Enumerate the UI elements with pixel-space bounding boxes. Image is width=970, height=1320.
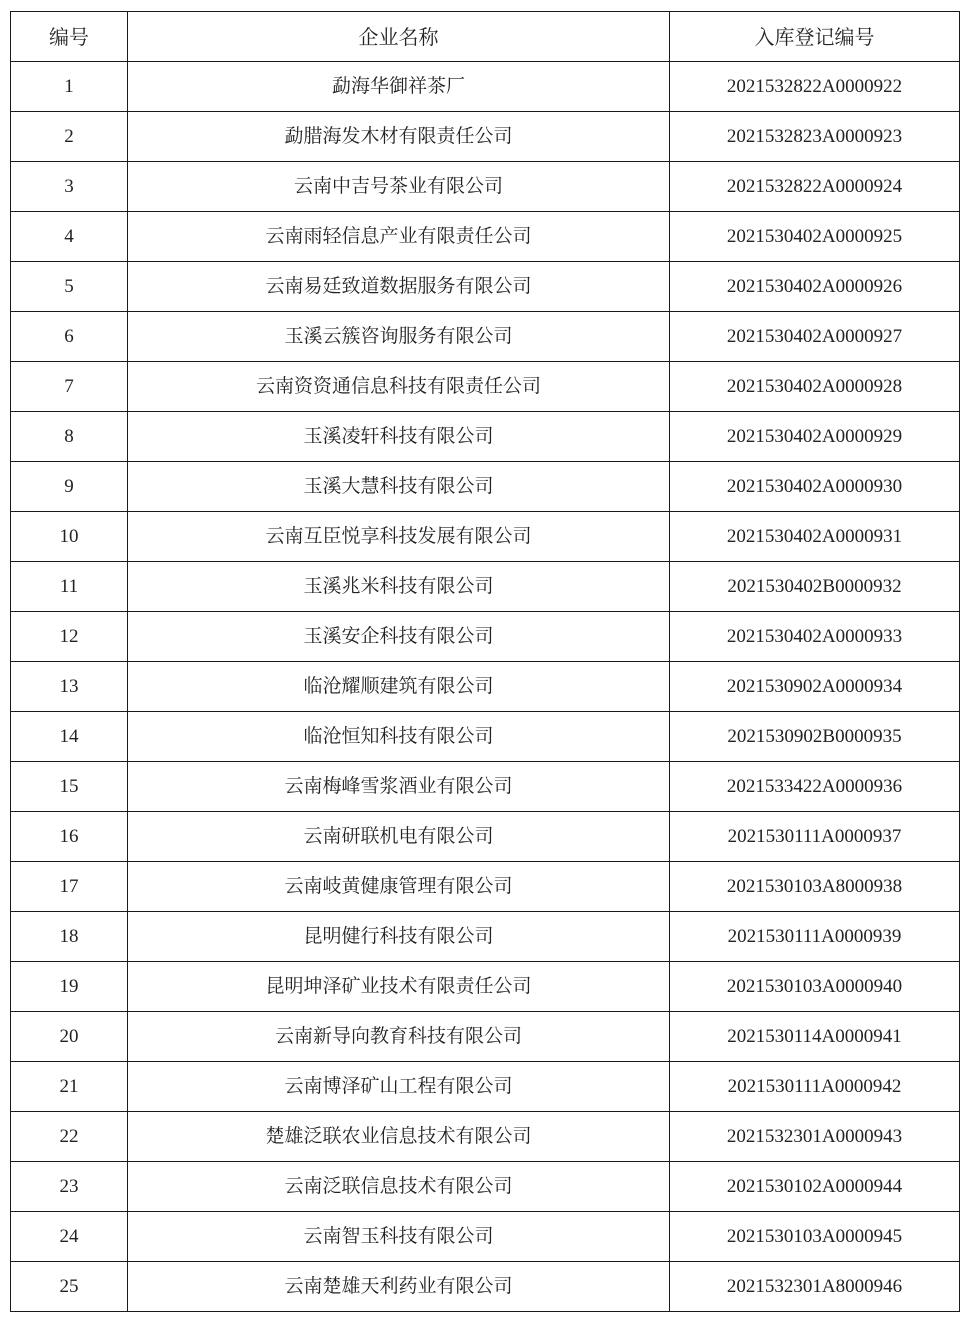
enterprise-name-cell: 楚雄泛联农业信息技术有限公司 (128, 1112, 670, 1162)
table-row (11, 712, 960, 762)
enterprise-name-cell: 云南资资通信息科技有限责任公司 (128, 362, 670, 412)
registration-number-cell: 2021530103A8000938 (670, 862, 960, 912)
table-row (11, 512, 960, 562)
row-number-cell: 24 (11, 1212, 128, 1262)
row-number-cell: 14 (11, 712, 128, 762)
row-number-cell: 8 (11, 412, 128, 462)
row-number-cell: 16 (11, 812, 128, 862)
enterprise-name-cell: 云南中吉号茶业有限公司 (128, 162, 670, 212)
row-number-cell: 15 (11, 762, 128, 812)
registration-number-cell: 2021530402A0000926 (670, 262, 960, 312)
registration-number-cell: 2021533422A0000936 (670, 762, 960, 812)
table-row (11, 162, 960, 212)
table-row (11, 462, 960, 512)
registration-number-cell: 2021530402A0000931 (670, 512, 960, 562)
table-row (11, 1212, 960, 1262)
row-number-cell: 25 (11, 1262, 128, 1312)
header-registration-number: 入库登记编号 (670, 12, 960, 62)
enterprise-name-cell: 云南博泽矿山工程有限公司 (128, 1062, 670, 1112)
table-row (11, 1012, 960, 1062)
registration-number-cell: 2021532301A8000946 (670, 1262, 960, 1312)
table-body (11, 62, 960, 1312)
table-row (11, 1112, 960, 1162)
table-row (11, 1262, 960, 1312)
registration-number-cell: 2021530114A0000941 (670, 1012, 960, 1062)
row-number-cell: 9 (11, 462, 128, 512)
registration-number-cell: 2021530111A0000937 (670, 812, 960, 862)
enterprise-name-cell: 昆明健行科技有限公司 (128, 912, 670, 962)
row-number-cell: 21 (11, 1062, 128, 1112)
enterprise-name-cell: 玉溪云簇咨询服务有限公司 (128, 312, 670, 362)
table-row (11, 362, 960, 412)
table-row (11, 262, 960, 312)
enterprise-name-cell: 勐腊海发木材有限责任公司 (128, 112, 670, 162)
registration-number-cell: 2021530102A0000944 (670, 1162, 960, 1212)
row-number-cell: 4 (11, 212, 128, 262)
enterprise-name-cell: 云南新导向教育科技有限公司 (128, 1012, 670, 1062)
enterprise-name-cell: 云南岐黄健康管理有限公司 (128, 862, 670, 912)
enterprise-name-cell: 昆明坤泽矿业技术有限责任公司 (128, 962, 670, 1012)
table-row (11, 962, 960, 1012)
table-row (11, 1062, 960, 1112)
registration-number-cell: 2021532822A0000924 (670, 162, 960, 212)
enterprise-name-cell: 玉溪大慧科技有限公司 (128, 462, 670, 512)
registration-number-cell: 2021530402A0000929 (670, 412, 960, 462)
registration-number-cell: 2021530111A0000942 (670, 1062, 960, 1112)
header-enterprise-name: 企业名称 (128, 12, 670, 62)
table-row (11, 112, 960, 162)
row-number-cell: 19 (11, 962, 128, 1012)
registration-number-cell: 2021532301A0000943 (670, 1112, 960, 1162)
header-number: 编号 (11, 12, 128, 62)
enterprise-name-cell: 临沧恒知科技有限公司 (128, 712, 670, 762)
enterprise-name-cell: 云南雨轻信息产业有限责任公司 (128, 212, 670, 262)
enterprise-name-cell: 玉溪凌轩科技有限公司 (128, 412, 670, 462)
table-row (11, 612, 960, 662)
row-number-cell: 18 (11, 912, 128, 962)
row-number-cell: 11 (11, 562, 128, 612)
row-number-cell: 5 (11, 262, 128, 312)
table-row (11, 912, 960, 962)
enterprise-name-cell: 云南楚雄天利药业有限公司 (128, 1262, 670, 1312)
registration-number-cell: 2021530402B0000932 (670, 562, 960, 612)
enterprise-name-cell: 云南互臣悦享科技发展有限公司 (128, 512, 670, 562)
row-number-cell: 2 (11, 112, 128, 162)
table-row (11, 762, 960, 812)
registration-number-cell: 2021530103A0000945 (670, 1212, 960, 1262)
table-row (11, 62, 960, 112)
enterprise-name-cell: 云南研联机电有限公司 (128, 812, 670, 862)
registration-number-cell: 2021530402A0000928 (670, 362, 960, 412)
table-row (11, 212, 960, 262)
registration-number-cell: 2021530902B0000935 (670, 712, 960, 762)
row-number-cell: 6 (11, 312, 128, 362)
registration-number-cell: 2021530402A0000927 (670, 312, 960, 362)
table-header (11, 12, 960, 62)
enterprise-name-cell: 云南泛联信息技术有限公司 (128, 1162, 670, 1212)
registration-number-cell: 2021530111A0000939 (670, 912, 960, 962)
row-number-cell: 12 (11, 612, 128, 662)
enterprise-registry-table (10, 11, 960, 1312)
table-row (11, 662, 960, 712)
registration-number-cell: 2021530902A0000934 (670, 662, 960, 712)
enterprise-name-cell: 云南易廷致道数据服务有限公司 (128, 262, 670, 312)
registration-number-cell: 2021532823A0000923 (670, 112, 960, 162)
registration-number-cell: 2021532822A0000922 (670, 62, 960, 112)
registration-number-cell: 2021530402A0000925 (670, 212, 960, 262)
table-row (11, 812, 960, 862)
row-number-cell: 17 (11, 862, 128, 912)
row-number-cell: 23 (11, 1162, 128, 1212)
enterprise-name-cell: 临沧耀顺建筑有限公司 (128, 662, 670, 712)
table-row (11, 562, 960, 612)
table-row (11, 412, 960, 462)
enterprise-name-cell: 云南梅峰雪浆酒业有限公司 (128, 762, 670, 812)
enterprise-name-cell: 勐海华御祥茶厂 (128, 62, 670, 112)
table-row (11, 862, 960, 912)
row-number-cell: 20 (11, 1012, 128, 1062)
registration-number-cell: 2021530103A0000940 (670, 962, 960, 1012)
row-number-cell: 22 (11, 1112, 128, 1162)
enterprise-name-cell: 玉溪兆米科技有限公司 (128, 562, 670, 612)
row-number-cell: 7 (11, 362, 128, 412)
table-row (11, 312, 960, 362)
enterprise-name-cell: 玉溪安企科技有限公司 (128, 612, 670, 662)
row-number-cell: 3 (11, 162, 128, 212)
enterprise-name-cell: 云南智玉科技有限公司 (128, 1212, 670, 1262)
row-number-cell: 10 (11, 512, 128, 562)
registration-number-cell: 2021530402A0000930 (670, 462, 960, 512)
row-number-cell: 1 (11, 62, 128, 112)
row-number-cell: 13 (11, 662, 128, 712)
header-row (11, 12, 960, 62)
table-row (11, 1162, 960, 1212)
registration-number-cell: 2021530402A0000933 (670, 612, 960, 662)
